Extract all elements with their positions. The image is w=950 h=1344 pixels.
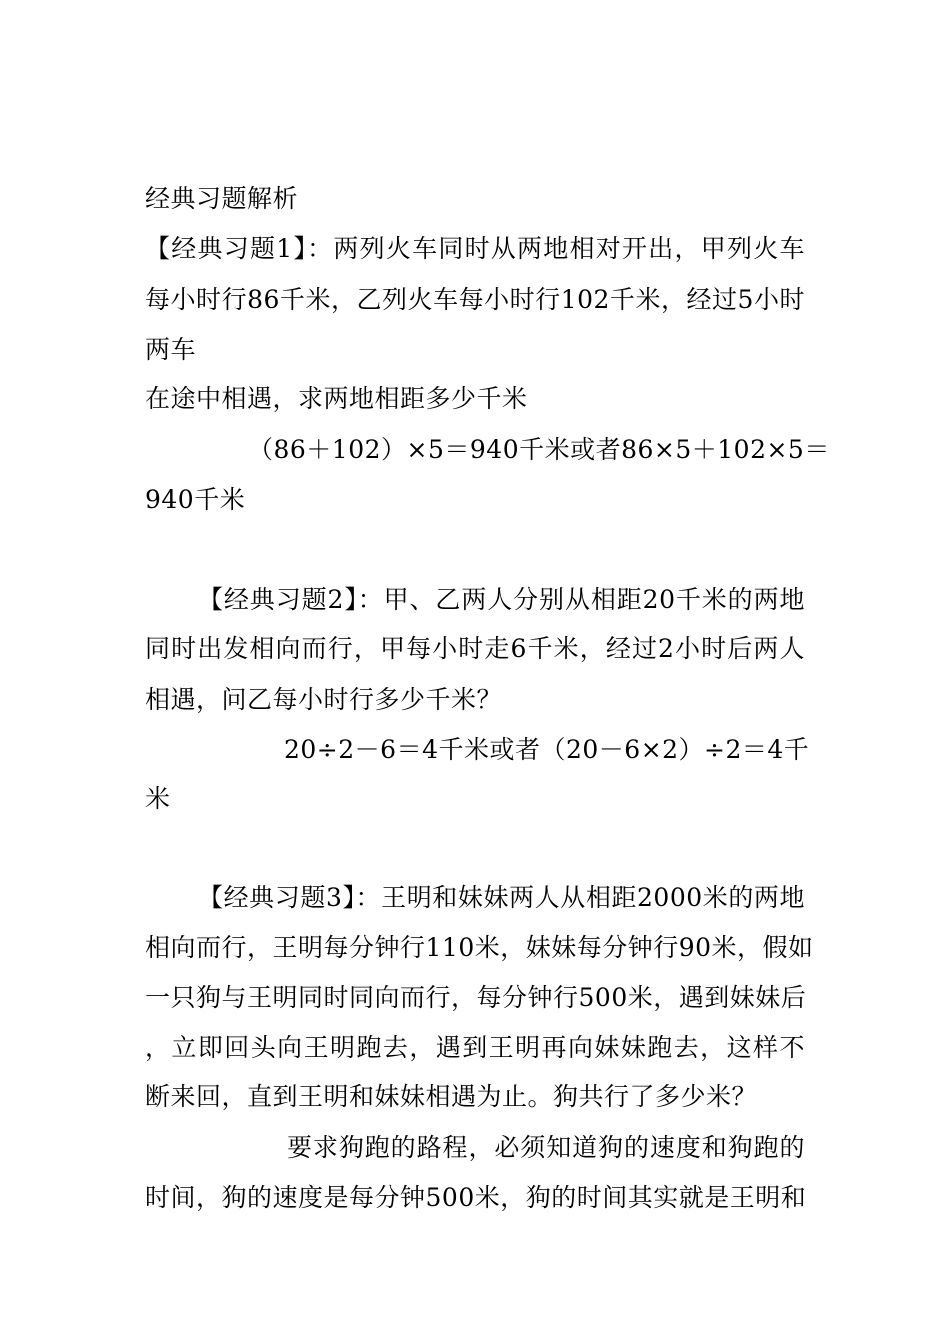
problem2-answer-line-1: 20÷2－6＝4千米或者（20－6×2）÷2＝4千 [284,735,810,764]
problem2-answer-line-2: 米 [145,784,171,813]
problem1-text-line-2: 每小时行86千米，乙列火车每小时行102千米，经过5小时 [145,285,805,314]
problem2-text-line-2: 同时出发相向而行，甲每小时走6千米，经过2小时后两人 [145,634,805,663]
problem3-explanation-line-1: 要求狗跑的路程，必须知道狗的速度和狗跑的 [287,1133,805,1162]
problem3-text-line-1: 【经典习题3】：王明和妹妹两人从相距2000米的两地 [198,883,805,912]
document-heading: 经典习题解析 [145,184,299,213]
problem1-answer-line-1: （86＋102）×5＝940千米或者86×5＋102×5＝ [248,435,830,464]
problem3-text-line-4: ，立即回头向王明跑去，遇到王明再向妹妹跑去，这样不 [145,1033,805,1062]
problem3-text-line-2: 相向而行，王明每分钟行110米，妹妹每分钟行90米，假如 [145,933,814,962]
problem1-text-line-3: 两车 [145,335,197,364]
problem1-text-line-4: 在途中相遇，求两地相距多少千米 [145,384,528,413]
problem3-text-line-3: 一只狗与王明同时同向而行，每分钟行500米，遇到妹妹后 [145,983,807,1012]
problem3-explanation-line-2: 时间，狗的速度是每分钟500米，狗的时间其实就是王明和 [145,1183,807,1212]
problem3-text-line-5: 断来回，直到王明和妹妹相遇为止。狗共行了多少米？ [145,1082,758,1111]
problem2-text-line-3: 相遇，问乙每小时行多少千米？ [145,685,503,714]
problem1-text-line-1: 【经典习题1】：两列火车同时从两地相对开出，甲列火车 [145,234,805,263]
problem1-answer-line-2: 940千米 [145,485,246,514]
problem2-text-line-1: 【经典习题2】：甲、乙两人分别从相距20千米的两地 [198,585,805,614]
